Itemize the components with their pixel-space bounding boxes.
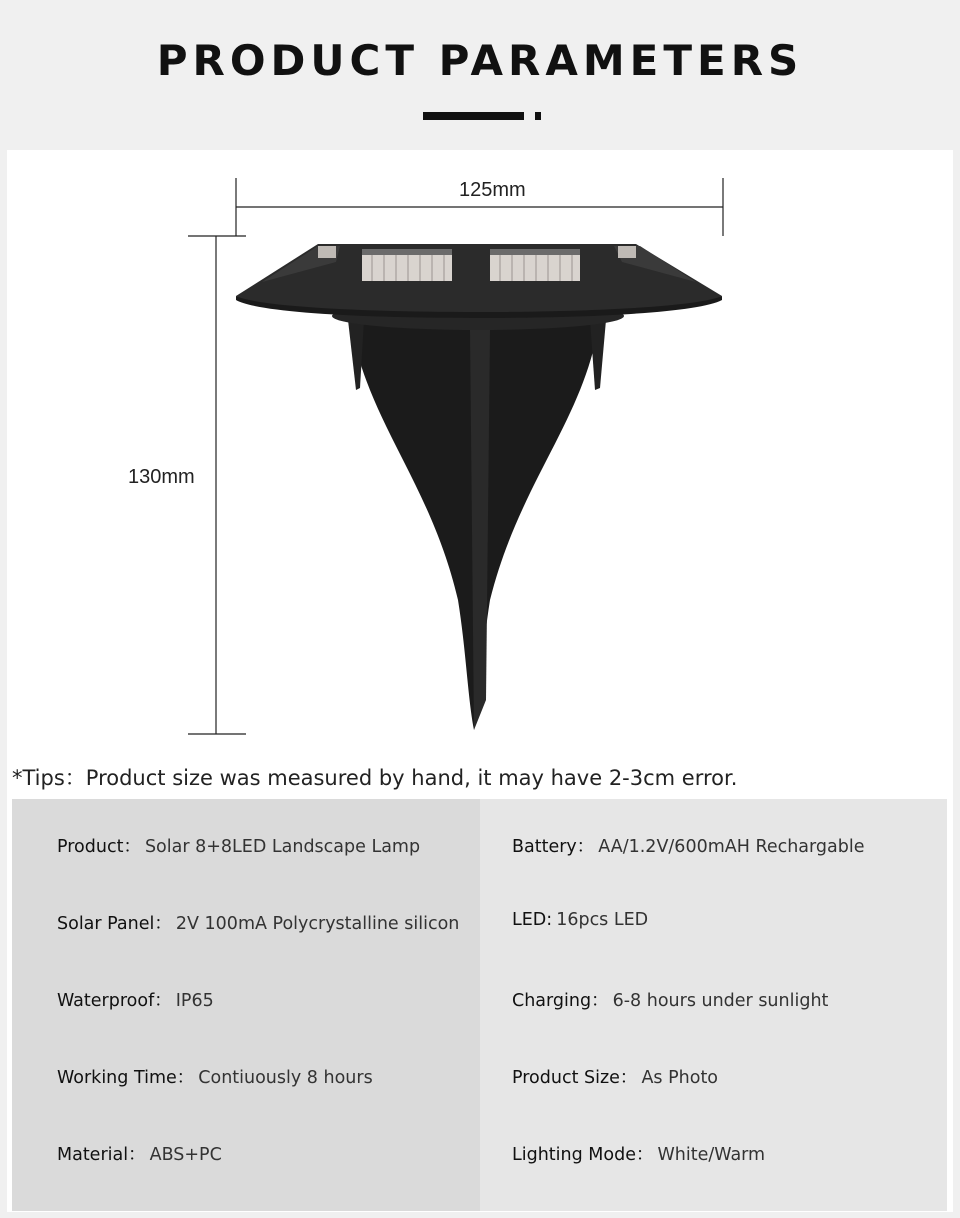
spec-lighting-mode xyxy=(512,1141,765,1166)
spec-table xyxy=(12,799,947,1211)
spec-key: Waterproof： xyxy=(57,991,172,1011)
solar-ground-lamp-icon xyxy=(236,244,722,730)
width-dimension-label: 125mm xyxy=(459,179,526,201)
spec-key: Working Time： xyxy=(57,1068,195,1088)
spec-value: ABS+PC xyxy=(149,1145,222,1165)
spec-charging xyxy=(512,987,828,1012)
spec-battery xyxy=(512,833,864,858)
spec-value: 6-8 hours under sunlight xyxy=(612,991,829,1011)
spec-value: 16pcs LED xyxy=(556,910,649,930)
spec-value: AA/1.2V/600mAH Rechargable xyxy=(598,837,865,857)
spec-key: Lighting Mode： xyxy=(512,1145,654,1165)
spec-led xyxy=(512,910,648,930)
height-dimension-line xyxy=(188,236,246,734)
spec-working-time xyxy=(57,1064,373,1089)
spec-key: LED: xyxy=(512,910,553,930)
spec-value: Solar 8+8LED Landscape Lamp xyxy=(144,837,421,857)
spec-product xyxy=(57,833,420,858)
spec-product-size xyxy=(512,1064,718,1089)
spec-value: White/Warm xyxy=(657,1145,766,1165)
spec-key: Battery： xyxy=(512,837,595,857)
spec-material xyxy=(57,1141,222,1166)
spec-value: 2V 100mA Polycrystalline silicon xyxy=(175,914,460,934)
spec-value: Contiuously 8 hours xyxy=(198,1068,373,1088)
spec-key: Product Size： xyxy=(512,1068,638,1088)
height-dimension-label: 130mm xyxy=(128,466,195,488)
spec-key: Product： xyxy=(57,837,141,857)
spec-solar-panel xyxy=(57,910,459,935)
spec-key: Material： xyxy=(57,1145,146,1165)
spec-waterproof xyxy=(57,987,214,1012)
page-title: PRODUCT PARAMETERS xyxy=(156,36,804,85)
spec-key: Charging： xyxy=(512,991,609,1011)
spec-value: As Photo xyxy=(641,1068,719,1088)
spec-value: IP65 xyxy=(175,991,214,1011)
spec-key: Solar Panel： xyxy=(57,914,172,934)
tips-note: *Tips：Product size was measured by hand, it may have 2-3cm error. xyxy=(12,766,738,790)
